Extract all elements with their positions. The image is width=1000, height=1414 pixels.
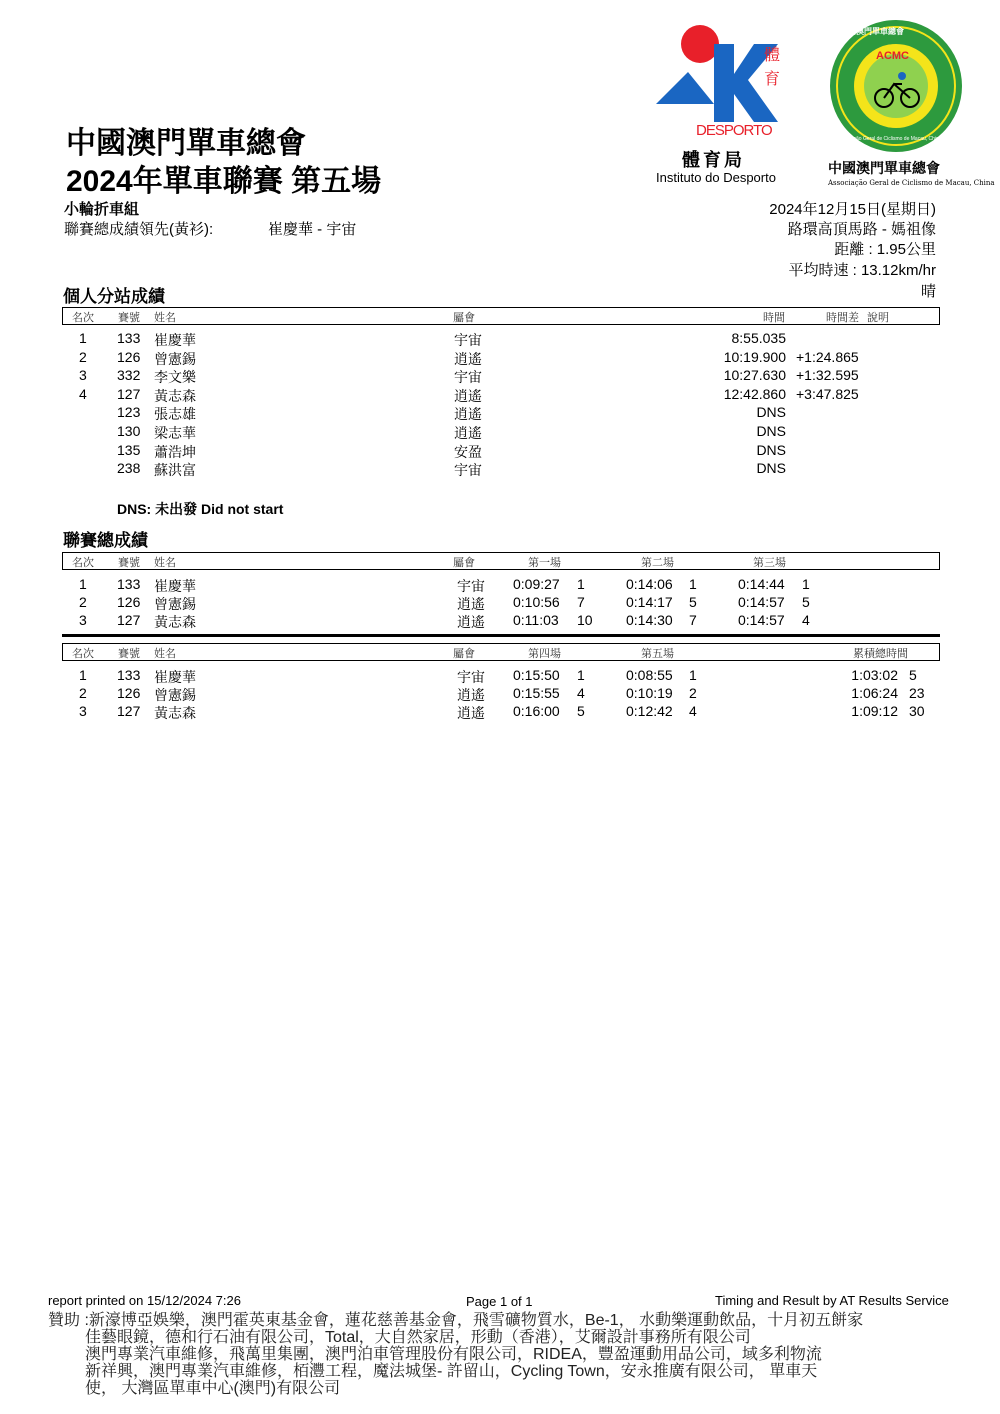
cell-club: 宇宙 [454, 369, 482, 386]
cell-name: 曾憲錫 [154, 687, 196, 703]
cell-club: 宇宙 [454, 462, 482, 479]
cell-total-time: 1:09:12 [851, 703, 898, 719]
cell-bib: 130 [117, 423, 141, 439]
cell-club: 逍遙 [457, 614, 485, 630]
sport-cn-char-2: 育 [764, 71, 781, 88]
sport-bureau-logo [652, 22, 792, 187]
sponsors-line: 使， 大灣區單車中心(澳門)有限公司 [85, 1380, 341, 1397]
cell-race3-pts: 1 [802, 576, 810, 592]
cell-name: 曾憲錫 [154, 350, 196, 367]
cell-race1-time: 0:09:27 [513, 576, 560, 592]
sponsors-line: 佳藝眼鏡，德和行石油有限公司，Total，大自然家居，形動（香港），艾爾設計事務所有限公司 [85, 1329, 751, 1346]
cell-time: DNS [756, 423, 786, 439]
cell-bib: 127 [117, 703, 141, 719]
col-race5: 第五場 [641, 648, 674, 660]
table-row [62, 460, 938, 478]
col-gap: 時間差 [826, 312, 859, 324]
cell-name: 梁志華 [154, 425, 196, 441]
cell-rank: 2 [79, 685, 87, 701]
cell-name: 崔慶華 [154, 578, 196, 594]
cell-race3-time: 0:14:57 [738, 612, 785, 628]
cell-race4-pts: 5 [577, 703, 585, 719]
cell-name: 黃志森 [154, 705, 196, 721]
cell-race2-time: 0:14:17 [626, 594, 673, 610]
cell-rank: 1 [79, 576, 87, 592]
col-rank: 名次 [72, 312, 94, 324]
table-row [62, 386, 938, 404]
table-row [62, 367, 938, 385]
cell-bib: 238 [117, 460, 141, 477]
acmc-ring-top-text: 中國澳門單車總會 [840, 27, 904, 36]
col-total: 累積總時間 [853, 648, 908, 660]
cell-time: DNS [756, 404, 786, 421]
category-label: 小輪折車組 [64, 201, 140, 218]
cell-club: 逍遙 [454, 350, 482, 367]
cell-bib: 126 [117, 685, 141, 701]
cell-race2-time: 0:14:30 [626, 612, 673, 628]
cell-bib: 126 [117, 594, 141, 610]
leader-value: 崔慶華 - 宇宙 [268, 221, 357, 238]
acmc-pt-name: Associação Geral de Ciclismo de Macau, China [828, 179, 995, 187]
cell-club: 逍遙 [457, 596, 485, 612]
table-row [62, 330, 938, 348]
dns-legend: DNS: 未出發 Did not start [117, 501, 284, 517]
cell-race5-pts: 4 [689, 703, 697, 719]
cell-race1-pts: 7 [577, 594, 585, 610]
cell-race1-pts: 10 [577, 612, 593, 628]
table-row [62, 404, 938, 422]
cell-bib: 332 [117, 367, 141, 384]
cell-club: 逍遙 [457, 687, 485, 703]
cell-rank: 1 [79, 330, 87, 346]
cell-name: 蘇洪富 [154, 462, 196, 479]
cell-rank: 3 [79, 612, 87, 628]
cell-total-pts: 30 [909, 703, 925, 719]
col-bib: 賽號 [118, 312, 140, 324]
cell-club: 宇宙 [454, 332, 482, 348]
cell-name: 曾憲錫 [154, 596, 196, 612]
col-race2: 第二場 [641, 557, 674, 569]
cell-gap: +1:24.865 [796, 348, 859, 365]
table-row [62, 349, 938, 367]
acmc-ring-bottom-text: Associação Geral de Ciclismo de Macau, China [836, 136, 942, 142]
table-row [62, 442, 938, 460]
cell-rank: 2 [79, 348, 87, 365]
sport-desporto-word: DESPORTO [696, 122, 772, 139]
cell-race3-time: 0:14:44 [738, 576, 785, 592]
cell-bib: 133 [117, 576, 141, 592]
col-rank: 名次 [72, 557, 94, 569]
cell-club: 逍遙 [457, 705, 485, 721]
cell-bib: 127 [117, 612, 141, 628]
cell-race5-pts: 1 [689, 667, 697, 683]
cell-bib: 123 [117, 404, 141, 421]
cell-race1-pts: 1 [577, 576, 585, 592]
cell-club: 安盈 [454, 443, 482, 460]
event-title: 2024年單車聯賽 第五場 [66, 165, 382, 198]
table-row [62, 612, 938, 630]
page-indicator: Page 1 of 1 [466, 1294, 533, 1309]
cell-club: 宇宙 [457, 669, 485, 685]
cell-race3-pts: 5 [802, 594, 810, 610]
col-club: 屬會 [453, 557, 475, 569]
col-time: 時間 [763, 312, 785, 324]
col-note: 說明 [867, 312, 889, 324]
table-row [62, 667, 938, 685]
acmc-logo [822, 18, 995, 193]
sponsors-line: 贊助 :新濠博亞娛樂，澳門霍英東基金會，蓮花慈善基金會，飛雪礦物質水，Be-1， 水動樂運動飲品，十月初五餅家 [48, 1312, 864, 1329]
cell-race3-time: 0:14:57 [738, 594, 785, 610]
cell-rank: 3 [79, 367, 87, 384]
sport-cn-name: 體育局 [682, 150, 745, 170]
cell-name: 張志雄 [154, 406, 196, 423]
table-row [62, 685, 938, 703]
cell-race5-time: 0:10:19 [626, 685, 673, 701]
stage-table-header [62, 307, 940, 325]
cell-name: 蕭浩坤 [154, 443, 196, 460]
cell-race4-pts: 4 [577, 685, 585, 701]
col-club: 屬會 [453, 648, 475, 660]
cell-club: 逍遙 [454, 425, 482, 441]
cell-race4-time: 0:16:00 [513, 703, 560, 719]
league-table2-header [62, 643, 940, 661]
cell-name: 李文樂 [154, 369, 196, 386]
printed-timestamp: report printed on 15/12/2024 7:26 [48, 1293, 241, 1308]
sponsors-line: 新祥興，澳門專業汽車維修，栢灃工程，魔法城堡- 許留山，Cycling Town，安永推廣有限公司， 單車天 [85, 1363, 818, 1380]
cell-total-time: 1:03:02 [851, 667, 898, 683]
cell-bib: 133 [117, 330, 141, 346]
cell-race4-time: 0:15:55 [513, 685, 560, 701]
cell-name: 黃志森 [154, 387, 196, 404]
cell-name: 崔慶華 [154, 332, 196, 348]
table-divider [62, 634, 940, 637]
cell-bib: 135 [117, 441, 141, 458]
cell-total-time: 1:06:24 [851, 685, 898, 701]
acmc-abbr: ACMC [876, 50, 909, 62]
cell-time: DNS [756, 441, 786, 458]
cell-bib: 127 [117, 385, 141, 402]
col-race3: 第三場 [753, 557, 786, 569]
timing-credit: Timing and Result by AT Results Service [715, 1293, 949, 1308]
cell-race5-time: 0:08:55 [626, 667, 673, 683]
cell-race3-pts: 4 [802, 612, 810, 628]
cell-total-pts: 5 [909, 667, 917, 683]
cell-time: 8:55.035 [731, 330, 786, 346]
table-row [62, 576, 938, 594]
acmc-cn-name: 中國澳門單車總會 [828, 161, 940, 177]
cell-club: 逍遙 [454, 387, 482, 404]
event-location: 路環高頂馬路 - 媽祖像 [787, 221, 936, 238]
cell-time: DNS [756, 460, 786, 477]
sponsors-line: 澳門專業汽車維修，飛萬里集團，澳門泊車管理股份有限公司，RIDEA，豐盈運動用品公司，域多利物流 [85, 1346, 822, 1363]
leader-label: 聯賽總成績領先(黃衫): [64, 221, 214, 238]
cell-club: 宇宙 [457, 578, 485, 594]
col-name: 姓名 [154, 557, 176, 569]
org-title: 中國澳門單車總會 [66, 127, 306, 160]
league-table1-header [62, 552, 940, 570]
cell-time: 12:42.860 [723, 385, 786, 402]
cell-rank: 4 [79, 385, 87, 402]
cell-gap: +1:32.595 [796, 367, 859, 384]
cell-name: 崔慶華 [154, 669, 196, 685]
col-name: 姓名 [154, 312, 176, 324]
cell-name: 黃志森 [154, 614, 196, 630]
sport-pt-name: Instituto do Desporto [656, 170, 776, 185]
cell-bib: 133 [117, 667, 141, 683]
table-row [62, 423, 938, 441]
sport-cn-char-1: 體 [764, 47, 781, 64]
event-avg-speed: 平均時速 : 13.12km/hr [788, 262, 936, 279]
cell-race2-pts: 7 [689, 612, 697, 628]
cell-race2-time: 0:14:06 [626, 576, 673, 592]
cell-time: 10:19.900 [723, 348, 786, 365]
event-weather: 晴 [920, 283, 936, 300]
cell-gap: +3:47.825 [796, 385, 859, 402]
cell-race4-time: 0:15:50 [513, 667, 560, 683]
col-race4: 第四場 [528, 648, 561, 660]
cell-club: 逍遙 [454, 406, 482, 423]
col-name: 姓名 [154, 648, 176, 660]
cell-race2-pts: 5 [689, 594, 697, 610]
table-row [62, 703, 938, 721]
cell-rank: 2 [79, 594, 87, 610]
stage-results-title: 個人分站成績 [63, 287, 165, 306]
cell-race2-pts: 1 [689, 576, 697, 592]
cell-race5-time: 0:12:42 [626, 703, 673, 719]
league-results-title: 聯賽總成績 [63, 531, 148, 550]
col-club: 屬會 [453, 312, 475, 324]
cell-time: 10:27.630 [723, 367, 786, 384]
sponsors-block [48, 1312, 928, 1397]
table-row [62, 594, 938, 612]
event-date: 2024年12月15日(星期日) [769, 201, 936, 218]
event-distance: 距離 : 1.95公里 [834, 241, 936, 258]
col-race1: 第一場 [528, 557, 561, 569]
cell-rank: 3 [79, 703, 87, 719]
cell-bib: 126 [117, 348, 141, 365]
col-bib: 賽號 [118, 648, 140, 660]
cell-race1-time: 0:10:56 [513, 594, 560, 610]
cell-race5-pts: 2 [689, 685, 697, 701]
col-rank: 名次 [72, 648, 94, 660]
cell-race4-pts: 1 [577, 667, 585, 683]
col-bib: 賽號 [118, 557, 140, 569]
cell-race1-time: 0:11:03 [513, 612, 559, 628]
cell-total-pts: 23 [909, 685, 925, 701]
cell-rank: 1 [79, 667, 87, 683]
